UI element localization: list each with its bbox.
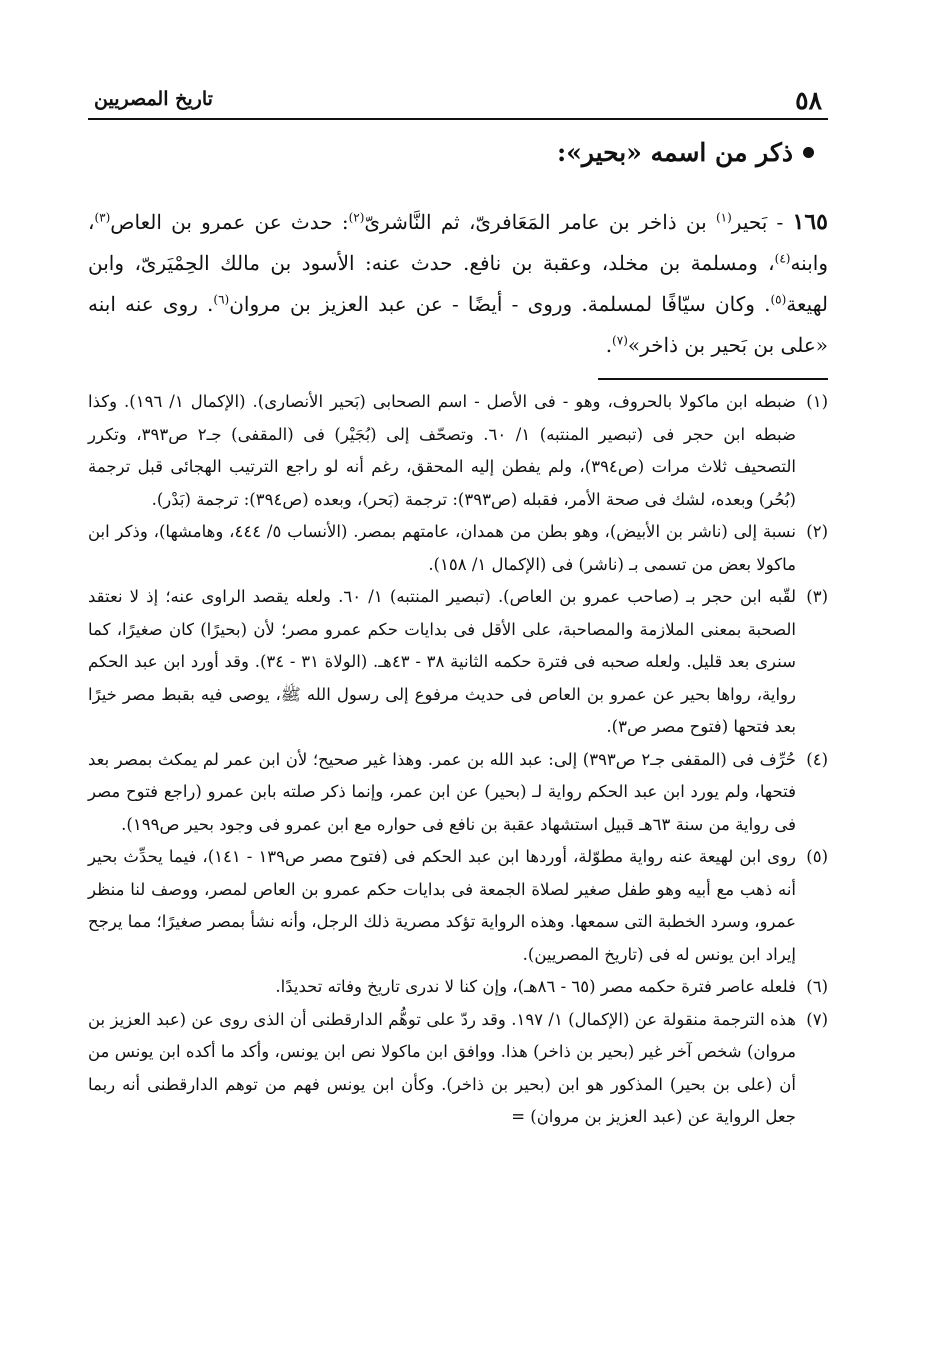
footnote-ref-1: (١) — [715, 210, 732, 225]
entry-text-6: . روى عنه ابنه «على بن بَحير بن ذاخر» — [88, 292, 828, 357]
entry-text-4: ، ومسلمة بن مخلد، وعقبة بن نافع. حدث عنه: الأسود بن مالك الحِمْيَرىّ، وابن لهيعة — [88, 251, 828, 316]
footnote-number: (٤) — [806, 749, 828, 769]
footnote-number: (٥) — [806, 847, 828, 866]
bullet-icon — [803, 147, 814, 158]
entry-text-2: : حدث عن عمرو بن العاص — [110, 210, 349, 234]
footnote-text: هذه الترجمة منقولة عن (الإكمال) ١/ ١٩٧. وقد ردّ على توهُّم الدارقطنى أن الذى روى عن (عبد العزيز بن مروان) شخص آخر غير (بحير بن ذاخر) هذا. ووافق ابن ماكولا نص ابن يونس، وأكد ما أكده ابن يونس من أن (على بن بحير) المذكور هو ابن (بحير بن ذاخر). وكأن ابن يونس فهم من توهم الدارقطنى أنه ربما جعل الرواية عن (عبد العزيز بن مروان) = — [88, 1009, 796, 1126]
footnote — [88, 386, 828, 516]
footnote-text: لقّبه ابن حجر بـ (صاحب عمرو بن العاص). (تبصير المنتبه) ١/ ٦٠. ولعله يقصد الراوى عنه؛ إذ لا نعتقد الصحبة بمعنى الملازمة والمصاحبة، على الأقل فى بدايات حكم عمرو مصر؛ لأن (بحيرًا) كان صغيرًا، كما سنرى بعد قليل. ولعله صحبه فى فترة حكمه الثانية ٣٨ - ٤٣هـ. (الولاة ٣١ - ٣٤). وقد أورد ابن عبد الحكم رواية، رواها بحير عن عمرو بن العاص فى حديث مرفوع إلى رسول الله ﷺ، يوصى فيه بقبط مصر خيرًا بعد فتحها (فتوح مصر ص٣). — [88, 587, 796, 736]
footnote-number: (٣) — [806, 587, 828, 606]
section-heading-text: ذكر من اسمه «بحير»: — [556, 138, 793, 167]
page-number: ٥٨ — [795, 86, 822, 115]
footnote — [88, 516, 828, 581]
footnote-number: (٦) — [806, 977, 828, 996]
footnote-number: (٢) — [806, 522, 828, 541]
section-heading — [557, 138, 814, 167]
footnote-ref-7: (٧) — [612, 333, 628, 348]
entry-text-5: . وكان سيّافًا لمسلمة. وروى - أيضًا - عن عبد العزيز بن مروان — [229, 292, 771, 316]
biography-entry — [88, 202, 828, 366]
footnote-number: (١) — [806, 392, 828, 411]
footnote-text: ضبطه ابن ماكولا بالحروف، وهو - فى الأصل - اسم الصحابى (بَحير الأنصارى). (الإكمال ١/ ١٩٦). وكذا ضبطه ابن حجر فى (تبصير المنتبه) ١/ ٦٠. وتصحّف إلى (بُجَيْر) فى (المقفى) جـ٢ ص٣٩٣، وتكرر التصحيف ثلاث مرات (ص٣٩٤)، ولم يفطن إليه المحقق، رغم أنه لو راجع الترتيب الهجائى قبل ترجمة (بُحُر) وبعده، لشك فى صحة الأمر، فقبله (ص٣٩٣): ترجمة (بَحر)، وبعده (ص٣٩٤): ترجمة (بَدْر). — [88, 392, 797, 509]
entry-number: ١٦٥ — [792, 209, 828, 235]
entry-name: بَحير — [731, 210, 768, 234]
footnote — [88, 841, 828, 971]
footnote-ref-4: (٤) — [774, 251, 791, 266]
footnote — [88, 581, 828, 744]
entry-text-1: بن ذاخر بن عامر المَعَافرىّ، ثم النَّاشرىّ — [364, 210, 716, 234]
entry-text-7: . — [605, 333, 613, 357]
footnote-text: نسبة إلى (ناشر بن الأبيض)، وهو بطن من همدان، عامتهم بمصر. (الأنساب ٥/ ٤٤٤، وهامشها)، وذكر ابن ماكولا بعض من تسمى بـ (ناشر) فى (الإكمال ١/ ١٥٨). — [88, 522, 796, 574]
book-page — [88, 70, 828, 1340]
entry-text-3: ، وابنه — [88, 210, 828, 275]
footnote-ref-3: (٣) — [94, 210, 111, 225]
entry-dash: - — [767, 210, 793, 234]
footnote — [88, 744, 828, 842]
footnote-text: حُرِّف فى (المقفى جـ٢ ص٣٩٣) إلى: عبد الله بن عمر. وهذا غير صحيح؛ لأن ابن عمر لم يمكث بمصر بعد فتحها، ولم يورد ابن عبد الحكم رواية لـ (بحير) عن ابن عمر، وإنما ذكر صلته بابن عمرو (راجع فتوح مصر فى رواية من سنة ٦٣هـ قبيل استشهاد عقبة بن نافع فى حواره مع ابن عمرو فى وجود بحير ص١٩٩). — [88, 749, 796, 834]
page-header — [88, 86, 828, 120]
footnote-ref-2: (٢) — [348, 210, 365, 225]
footnote-text: روى ابن لهيعة عنه رواية مطوّلة، أوردها ابن عبد الحكم فى (فتوح مصر ص١٣٩ - ١٤١)، فيما يحدِّث بحير أنه ذهب مع أبيه وهو طفل صغير لصلاة الجمعة فى بدايات حكم عمرو بن العاص لمصر، ووصف لنا منظر عمرو، وسرد الخطبة التى سمعها. وهذه الرواية تؤكد مصرية ذلك الرجل، وأنه نشأ بمصر صغيرًا؛ مما يرجح إيراد ابن يونس له فى (تاريخ المصريين). — [88, 847, 796, 964]
footnote-number: (٧) — [806, 1009, 828, 1029]
footnote-separator — [598, 378, 828, 380]
footnote — [88, 971, 828, 1004]
footnote-ref-5: (٥) — [770, 292, 787, 307]
running-title: تاريخ المصريين — [94, 88, 213, 110]
footnote-text: فلعله عاصر فترة حكمه مصر (٦٥ - ٨٦هـ)، وإن كنا لا ندرى تاريخ وفاته تحديدًا. — [275, 977, 796, 996]
footnote — [88, 1004, 828, 1134]
footnotes — [88, 386, 828, 1134]
footnote-ref-6: (٦) — [213, 292, 230, 307]
